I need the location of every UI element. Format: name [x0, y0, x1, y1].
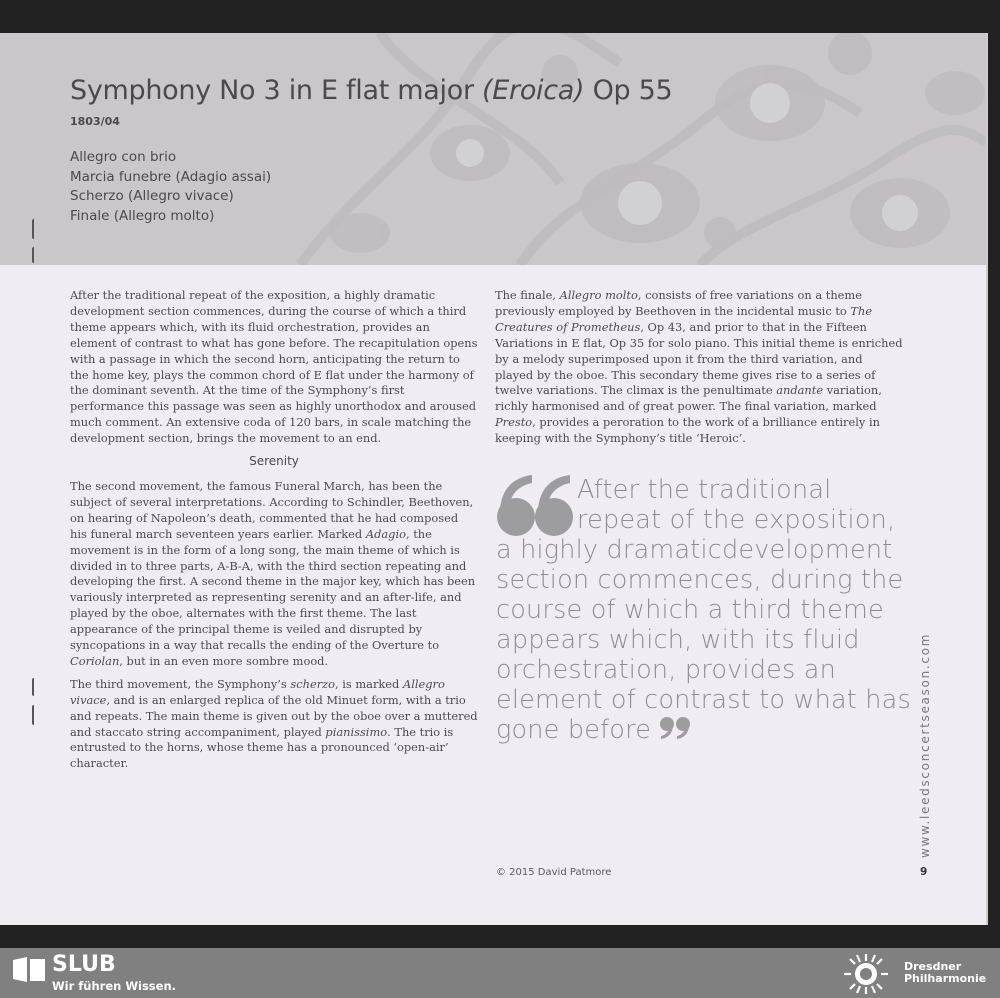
paragraph: The second movement, the famous Funeral March, has been the subject of several interpretations. According to Schindler, Beethoven, on hearing of Napoleon’s death, commented that he had composed his funeral march seventeen years earlier. Marked Adagio, the movement is in the form of a long song, the main theme of which is divided in to three parts, A-B-A, with the third section repeating and developing the first. A second theme in the major key, which has been variously interpreted as representing serenity and an after-life, and played by the oboe, alternates with the first theme. The last appearance of the principal theme is veiled and disrupted by syncopations in a way that recalls the ending of the Overture to Coriolan, but in an even more sombre mood. [70, 478, 476, 668]
page-number: 9 [920, 866, 928, 878]
close-quote-icon [659, 716, 691, 740]
archive-footer [0, 948, 1000, 998]
philharmonie-name: Dresdner Philharmonie [904, 960, 987, 985]
quote-line: repeat of the exposition, [577, 505, 896, 535]
philharmonie-sun-icon [841, 952, 891, 996]
slub-slogan: Wir führen Wissen. [52, 979, 177, 993]
slub-name: SLUB [52, 952, 116, 977]
subheading: Serenity [249, 454, 299, 469]
staple-mark [32, 247, 36, 263]
paragraph: The finale, Allegro molto, consists of free variations on a theme previously employed by Beethoven in the incidental music to The Creatures of Prometheus, Op 43, and prior to that in the Fifteen Variations in E flat, Op 35 for solo piano. This initial theme is enriched by a melody superimposed upon it from the third variation, and played by the oboe. This secondary theme gives rise to a series of twelve variations. The climax is the penultimate andante variation, richly harmonised and of great power. The final variation, marked Presto, provides a peroration to the work of a brilliance entirely in keeping with the Symphony’s title ‘Heroic’. [495, 288, 903, 446]
movement-item: Marcia funebre (Adagio assai) [70, 168, 272, 185]
paragraph: The third movement, the Symphony’s scherzo, is marked Allegro vivace, and is an enlarged replica of the old Minuet form, with a trio and repeats. The main theme is given out by the oboe over a muttered and staccato string accompaniment, played pianissimo. The trio is entrusted to the horns, whose theme has a pronounced ‘open-air’ character. [70, 676, 478, 771]
right-column [495, 288, 903, 454]
movement-list [70, 148, 271, 226]
website-url: www.leedsconcertseason.com [918, 632, 932, 858]
left-column [70, 288, 478, 779]
slub-book-icon [12, 957, 46, 983]
quote-text: a highly dramaticdevelopment section commences, during the course of which a third theme appears which, with its fluid orchestration, provides an element of contrast to what has gone before [496, 535, 911, 745]
paragraph: After the traditional repeat of the exposition, a highly dramatic development section commences, during the course of which a third theme appears which, with its fluid orchestration, provides an element of contrast to what has gone before. The recapitulation opens with a passage in which the second horn, anticipating the return to the home key, plays the common chord of E flat under the harmony of the dominant seventh. At the time of the Symphony’s first performance this passage was seen as highly unorthodox and aroused much comment. An extensive coda of 120 bars, in scale matching the development section, brings the movement to an end. [70, 288, 478, 446]
pull-quote [496, 475, 916, 745]
page-title: Symphony No 3 in E flat major (Eroica) Op 55 [70, 75, 673, 106]
composition-years: 1803/04 [70, 115, 120, 128]
booklet-page [0, 33, 986, 925]
staple-mark [32, 219, 36, 239]
movement-item: Scherzo (Allegro vivace) [70, 188, 234, 204]
staple-mark [32, 678, 36, 696]
staple-mark [32, 705, 36, 725]
movement-item: Finale (Allegro molto) [70, 207, 215, 224]
movement-item: Allegro con brio [70, 149, 177, 165]
copyright-notice: © 2015 David Patmore [496, 867, 612, 878]
quote-line: After the traditional [577, 475, 832, 505]
